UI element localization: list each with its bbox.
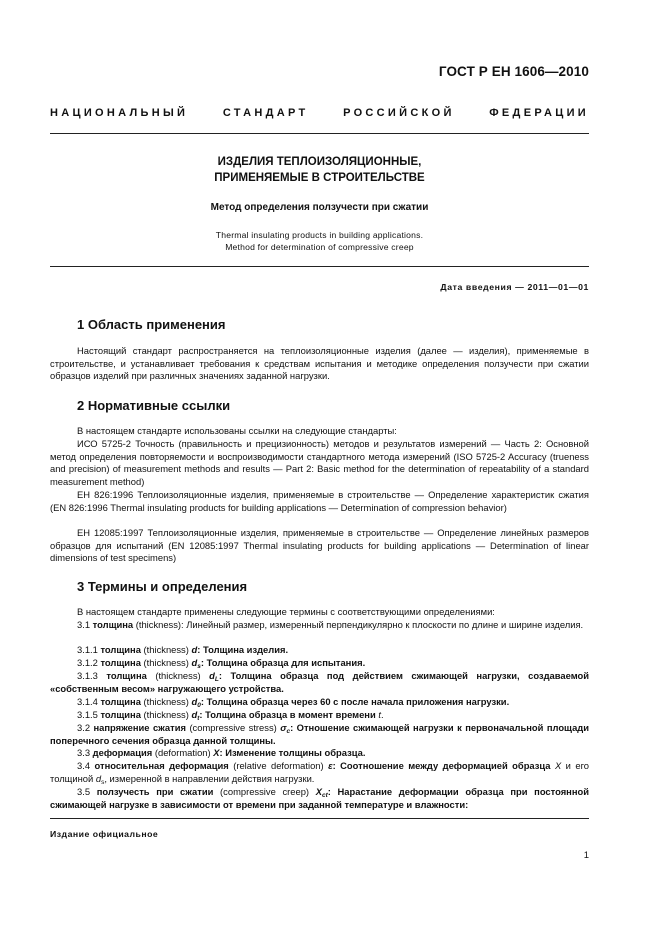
section-1-paragraph: Настоящий стандарт распространяется на теплоизоляционные изделия (далее — изделия), применяемые в строительстве, и устанавливает требования к средствам испытания и методике определения ползучести при сжатии образцов изделий при различных значениях заданной нагрузки.	[50, 345, 589, 382]
term-3-1-5: 3.1.5 толщина (thickness) $d_t$: Толщина образца в момент времени t.	[77, 709, 384, 722]
section-1-heading: 1 Область применения	[77, 317, 226, 332]
official-edition-note: Издание официальное	[50, 829, 159, 839]
document-title-line-2: ПРИМЕНЯЕМЫЕ В СТРОИТЕЛЬСТВЕ	[214, 172, 425, 184]
term-3-1-1: 3.1.1 толщина (thickness) d: Толщина изделия.	[77, 644, 289, 655]
reference-en-826: ЕН 826:1996 Теплоизоляционные изделия, применяемые в строительстве — Определение характеристик сжатия (EN 826:1996 Thermal insulating products for building applications — Determination of compression behavior)	[50, 489, 589, 513]
term-3-5: 3.5 ползучесть при сжатии (compressive creep) $X_{ct}$: Нарастание деформации образца при постоянной сжимающей нагрузке в зависимости от времени при заданной температуре и влажности:	[50, 786, 589, 810]
introduction-date: Дата введения — 2011—01—01	[440, 282, 589, 292]
page-number: 1	[583, 850, 589, 861]
reference-en-12085: ЕН 12085:1997 Теплоизоляционные изделия, применяемые в строительстве — Определение линейных размеров образцов для испытаний (EN 12085:1997 Thermal insulating products for building applications — Determination of linear dimensions of test specimens)	[50, 527, 589, 564]
term-3-4: 3.4 относительная деформация (relative deformation) ε: Соотношение между деформацией образца X и его толщиной $d_s$, измеренной в направлении действия нагрузки.	[50, 760, 589, 786]
footer-divider	[50, 818, 589, 819]
title-divider	[50, 266, 589, 267]
term-3-1-4: 3.1.4 толщина (thickness) $d_0$: Толщина образца через 60 с после начала приложения нагрузки.	[77, 696, 510, 709]
term-3-1-2: 3.1.2 толщина (thickness) $d_s$: Толщина образца для испытания.	[77, 657, 366, 670]
section-2-intro: В настоящем стандарте использованы ссылки на следующие стандарты:	[77, 425, 397, 436]
term-3-3: 3.3 деформация (deformation) X: Изменение толщины образца.	[77, 747, 366, 758]
document-title-line-1: ИЗДЕЛИЯ ТЕПЛОИЗОЛЯЦИОННЫЕ,	[217, 156, 422, 168]
term-3-2: 3.2 напряжение сжатия (compressive stress) $\sigma_c$: Отношение сжимающей нагрузки к первоначальной площади поперечного сечения образца данной толщины.	[50, 722, 590, 746]
reference-iso-5725-2: ИСО 5725-2 Точность (правильность и прецизионность) методов и результатов измерений — Часть 2: Основной метод определения повторяемости и воспроизводимости стандартного метода измерений (ISO 5725-2 Accuracy (trueness and precision) of measurement methods and results — Part 2: Basic method for the determination of repeatability of a standard measurement method)	[50, 438, 589, 487]
section-3-intro: В настоящем стандарте применены следующие термины с соответствующими определениями:	[77, 606, 495, 617]
term-3-1: 3.1 толщина (thickness): Линейный размер, измеренный перпендикулярно к плоскости по длине и ширине изделия.	[77, 619, 584, 630]
section-3-heading: 3 Термины и определения	[77, 579, 248, 594]
section-2-heading: 2 Нормативные ссылки	[77, 398, 231, 413]
top-divider	[50, 133, 589, 134]
standard-number: ГОСТ Р ЕН 1606—2010	[438, 64, 589, 79]
national-standard-banner: НАЦИОНАЛЬНЫЙ СТАНДАРТ РОССИЙСКОЙ ФЕДЕРАЦИИ	[50, 107, 589, 119]
term-3-1-3: 3.1.3 толщина (thickness) $d_L$: Толщина образца под действием сжимающей нагрузки, создаваемой «собственным весом» нагружающего устройства.	[50, 670, 589, 694]
english-title-line-2: Method for determination of compressive creep	[225, 242, 414, 252]
english-title-line-1: Thermal insulating products in building applications.	[215, 230, 424, 240]
document-subtitle: Метод определения ползучести при сжатии	[210, 202, 429, 213]
